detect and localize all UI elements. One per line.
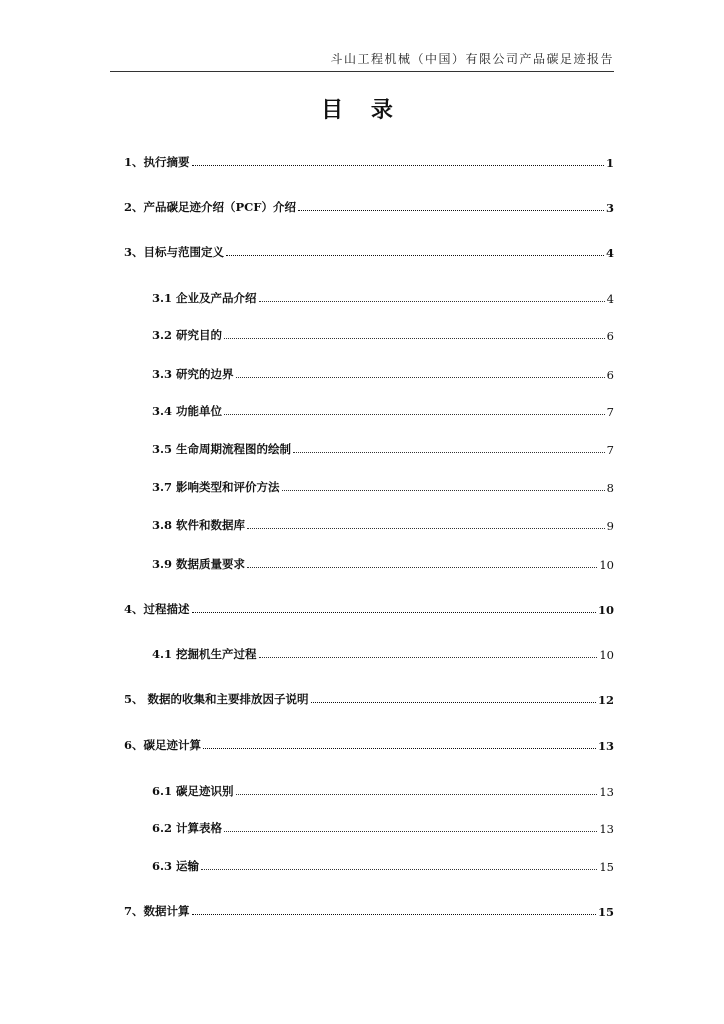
toc-entry-page: 7 [606,443,614,457]
toc-entry-label: 5、 数据的收集和主要排放因子说明 [124,692,309,706]
toc-leader-dots [226,255,604,256]
toc-entry-label: 3.5 生命周期流程图的绘制 [152,442,292,456]
toc-leader-dots [203,748,596,749]
toc-entry-page: 13 [599,785,614,799]
toc-leader-dots [247,528,605,529]
toc-entry-6-1[interactable] [152,783,614,799]
toc-entry-3-2[interactable] [152,327,614,343]
toc-entry-label: 3.4 功能单位 [152,404,223,418]
toc-entry-page: 8 [606,481,614,495]
toc-entry-label: 4、过程描述 [124,602,190,616]
toc-entry-page: 3 [605,201,614,215]
toc-leader-dots [298,210,604,211]
toc-leader-dots [192,914,596,915]
toc-entry-6-3[interactable] [152,858,614,874]
toc-entry-label: 4.1 挖掘机生产过程 [152,647,257,661]
toc-entry-3-1[interactable] [152,290,614,306]
toc-leader-dots [259,657,598,658]
toc-entry-label: 7、数据计算 [124,904,190,918]
toc-entry-page: 6 [606,368,614,382]
toc-entry-page: 10 [599,648,614,662]
toc-entry-label: 6.2 计算表格 [152,821,223,835]
toc-entry-page: 12 [597,693,614,707]
toc-leader-dots [247,567,597,568]
toc-entry-page: 10 [599,558,614,572]
toc-entry-5[interactable] [124,691,614,707]
toc-leader-dots [224,831,597,832]
toc-entry-page: 7 [606,405,614,419]
toc-entry-page: 13 [599,822,614,836]
toc-leader-dots [224,338,605,339]
toc-entry-label: 3.9 数据质量要求 [152,557,246,571]
toc-entry-4[interactable] [124,601,614,617]
toc-entry-label: 6.1 碳足迹识别 [152,784,234,798]
toc-leader-dots [192,612,596,613]
toc-entry-label: 3.1 企业及产品介绍 [152,291,257,305]
toc-leader-dots [201,869,597,870]
toc-entry-page: 10 [597,603,614,617]
page-header: 斗山工程机械（中国）有限公司产品碳足迹报告 [330,52,614,66]
toc-entry-3[interactable] [124,244,614,260]
header-divider [110,71,614,72]
toc-entry-page: 4 [606,292,614,306]
toc-entry-page: 4 [605,246,614,260]
toc-leader-dots [192,165,604,166]
toc-entry-label: 3.7 影响类型和评价方法 [152,480,280,494]
toc-entry-label: 1、执行摘要 [124,155,190,169]
toc-leader-dots [236,377,605,378]
toc-entry-3-3[interactable] [152,366,614,382]
toc-entry-4-1[interactable] [152,646,614,662]
toc-leader-dots [236,794,598,795]
toc-leader-dots [282,490,605,491]
toc-entry-label: 6.3 运输 [152,859,200,873]
toc-entry-page: 15 [597,905,614,919]
toc-entry-3-9[interactable] [152,556,614,572]
toc-entry-label: 3.2 研究目的 [152,328,223,342]
toc-entry-page: 6 [606,329,614,343]
toc-entry-2[interactable] [124,199,614,215]
toc-entry-page: 9 [606,519,614,533]
toc-entry-1[interactable] [124,154,614,170]
toc-entry-label: 3、目标与范围定义 [124,245,225,259]
toc-entry-page: 1 [605,156,614,170]
page-title: 目 录 [321,98,403,123]
toc-entry-3-7[interactable] [152,479,614,495]
toc-entry-6[interactable] [124,737,614,753]
toc-entry-label: 3.8 软件和数据库 [152,518,246,532]
toc-entry-page: 13 [597,739,614,753]
toc-entry-3-8[interactable] [152,517,614,533]
toc-entry-label: 3.3 研究的边界 [152,367,234,381]
toc-leader-dots [293,452,605,453]
toc-entry-page: 15 [599,860,614,874]
toc-entry-6-2[interactable] [152,820,614,836]
toc-entry-7[interactable] [124,903,614,919]
toc-entry-label: 6、碳足迹计算 [124,738,202,752]
toc-entry-3-4[interactable] [152,403,614,419]
toc-entry-label: 2、产品碳足迹介绍（PCF）介绍 [124,200,296,214]
toc-entry-3-5[interactable] [152,441,614,457]
toc-leader-dots [311,702,596,703]
toc-leader-dots [259,301,605,302]
toc-leader-dots [224,414,605,415]
